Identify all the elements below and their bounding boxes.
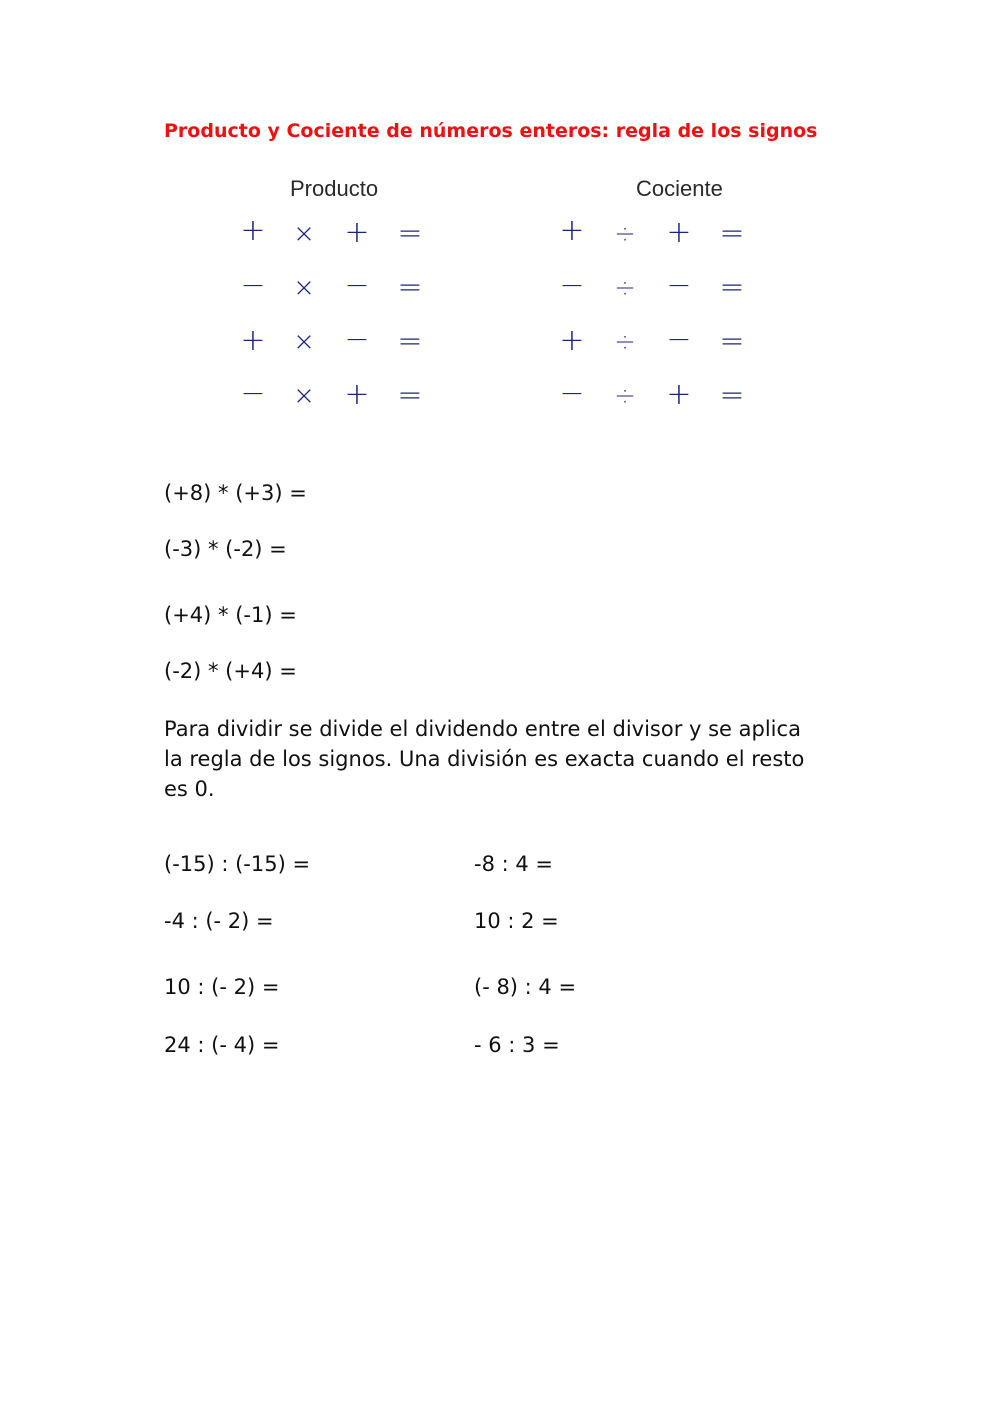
divide-icon: ÷ — [614, 327, 636, 357]
multiply-icon: × — [293, 327, 315, 357]
cociente-heading: Cociente — [636, 176, 723, 201]
product-exercise: (+8) * (+3) = — [164, 481, 307, 505]
product-exercise: (+4) * (-1) = — [164, 603, 297, 627]
sign-a: − — [559, 376, 585, 411]
sign-a: + — [559, 323, 585, 358]
sign-a: − — [240, 268, 266, 303]
division-exercise: -4 : (- 2) = — [164, 909, 274, 933]
division-exercise: -8 : 4 = — [474, 852, 553, 876]
sign-a: + — [240, 213, 266, 248]
divide-icon: ÷ — [614, 273, 636, 303]
sign-b: + — [666, 377, 692, 412]
divide-icon: ÷ — [614, 219, 636, 249]
sign-b: + — [344, 377, 370, 412]
division-exercise: (-15) : (-15) = — [164, 852, 311, 876]
sign-a: + — [240, 323, 266, 358]
sign-b: + — [666, 215, 692, 250]
sign-b: − — [666, 322, 692, 357]
division-exercise: 10 : 2 = — [474, 909, 559, 933]
division-exercise: 10 : (- 2) = — [164, 975, 280, 999]
sign-b: − — [344, 322, 370, 357]
equals-sign: = — [397, 324, 423, 359]
product-exercise: (-2) * (+4) = — [164, 659, 297, 683]
sign-b: − — [344, 268, 370, 303]
equals-sign: = — [397, 378, 423, 413]
division-rule-paragraph: Para dividir se divide el dividendo entre el divisor y se aplica la regla de los signos. Una división es exacta cuando el resto es 0. — [164, 717, 805, 801]
sign-a: − — [559, 268, 585, 303]
equals-sign: = — [719, 378, 745, 413]
sign-b: + — [344, 215, 370, 250]
divide-icon: ÷ — [614, 381, 636, 411]
equals-sign: = — [397, 270, 423, 305]
multiply-icon: × — [293, 219, 315, 249]
division-exercise: 24 : (- 4) = — [164, 1033, 280, 1057]
equals-sign: = — [719, 270, 745, 305]
division-exercise: (- 8) : 4 = — [474, 975, 577, 999]
worksheet-title: Producto y Cociente de números enteros: regla de los signos — [164, 120, 818, 142]
division-exercise: - 6 : 3 = — [474, 1033, 560, 1057]
producto-heading: Producto — [290, 176, 379, 201]
product-exercise: (-3) * (-2) = — [164, 537, 287, 561]
sign-a: − — [240, 376, 266, 411]
equals-sign: = — [719, 216, 745, 251]
multiply-icon: × — [293, 381, 315, 411]
equals-sign: = — [719, 324, 745, 359]
multiply-icon: × — [293, 273, 315, 303]
sign-a: + — [559, 213, 585, 248]
sign-b: − — [666, 268, 692, 303]
equals-sign: = — [397, 216, 423, 251]
